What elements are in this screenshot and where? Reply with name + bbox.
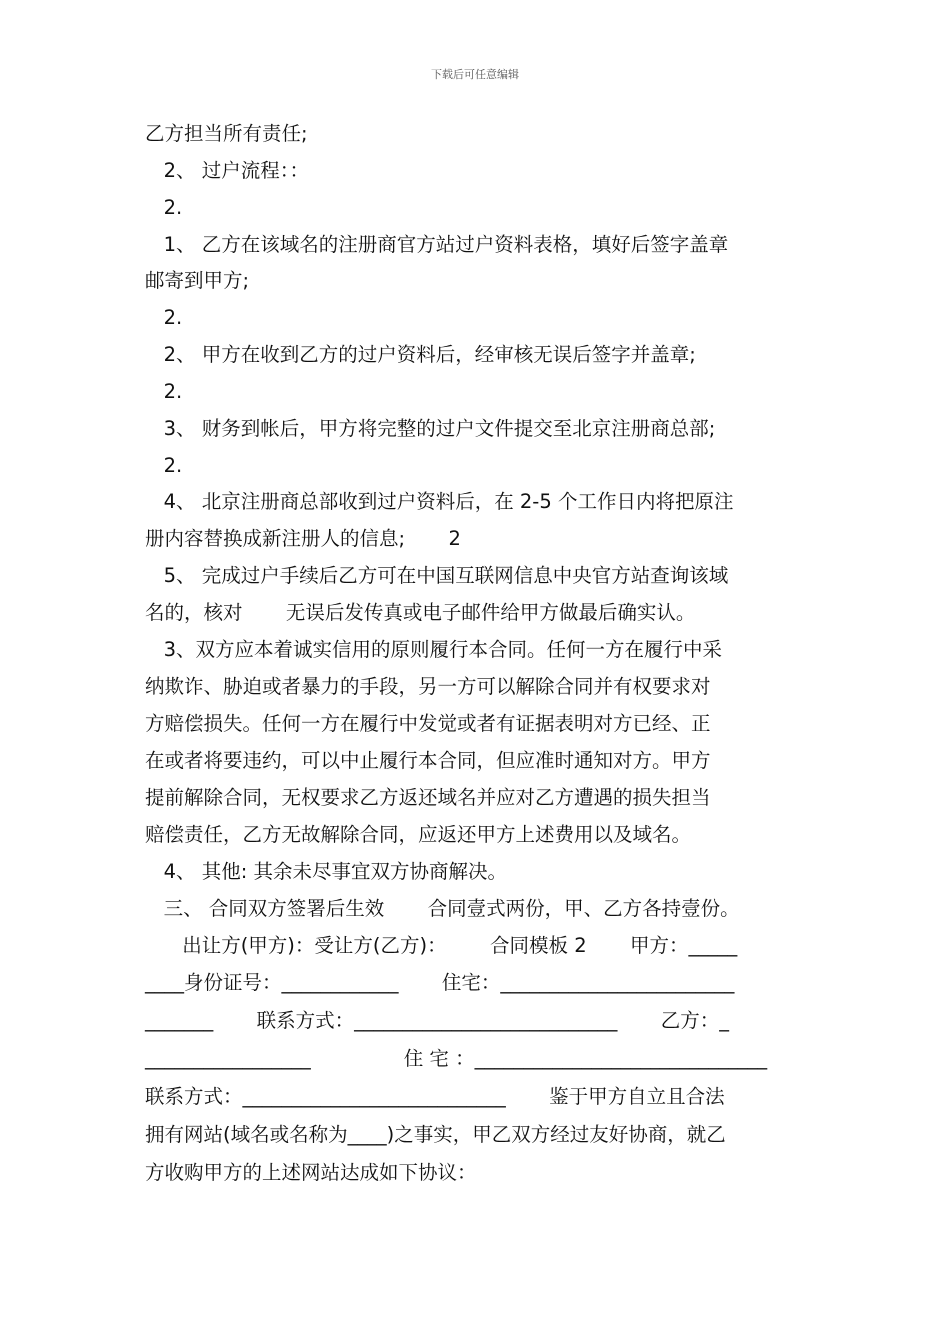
text-line: 名的，核对 无误后发传真或电子邮件给甲方做最后确实认。 — [145, 601, 696, 624]
text-line: 1、 乙方在该域名的注册商官方站过户资料表格，填好后签字盖章 — [145, 233, 729, 256]
text-line: 2. — [145, 306, 183, 329]
text-line: 方赔偿损失。任何一方在履行中发觉或者有证据表明对方已经、正 — [145, 712, 711, 735]
text-line: 邮寄到甲方; — [145, 269, 250, 292]
text-line: 方收购甲方的上述网站达成如下协议： — [145, 1161, 477, 1184]
text-line: 出让方(甲方)：受让方(乙方)： 合同模板 2 甲方：_____ — [145, 934, 738, 957]
text-line: 拥有网站(域名或名称为____)之事实，甲乙双方经过友好协商，就乙 — [145, 1123, 726, 1146]
text-line: 在或者将要违约，可以中止履行本合同，但应准时通知对方。甲方 — [145, 749, 711, 772]
text-line: 4、 北京注册商总部收到过户资料后，在 2-5 个工作日内将把原注 — [145, 490, 734, 513]
text-line: 5、 完成过户手续后乙方可在中国互联网信息中央官方站查询该域 — [145, 564, 729, 587]
text-line: 3、双方应本着诚实信用的原则履行本合同。任何一方在履行中采 — [145, 638, 723, 661]
text-line: 三、 合同双方签署后生效 合同壹式两份，甲、乙方各持壹份。 — [145, 897, 740, 920]
text-line: 提前解除合同，无权要求乙方返还域名并应对乙方遭遇的损失担当 — [145, 786, 711, 809]
text-line: ____身份证号：____________ 住宅：________________________ — [145, 971, 735, 994]
text-line: 2、 甲方在收到乙方的过户资料后，经审核无误后签字并盖章; — [145, 343, 696, 366]
text-line: 4、 其他: 其余未尽事宜双方协商解决。 — [145, 860, 507, 883]
text-line: 3、 财务到帐后，甲方将完整的过户文件提交至北京注册商总部; — [145, 417, 716, 440]
text-line: 联系方式：___________________________ 鉴于甲方自立且合法 — [145, 1085, 725, 1108]
text-line: 2. — [145, 196, 183, 219]
text-line: 2. — [145, 454, 183, 477]
text-line: _______ 联系方式：___________________________ 乙方：_ — [145, 1009, 730, 1032]
text-line: 2. — [145, 380, 183, 403]
text-line: 乙方担当所有责任; — [145, 122, 308, 145]
text-line: 纳欺诈、胁迫或者暴力的手段，另一方可以解除合同并有权要求对 — [145, 675, 711, 698]
text-line: 2、 过户流程：： — [145, 159, 309, 182]
text-line: 册内容替换成新注册人的信息; 2 — [145, 527, 461, 550]
page-header: 下载后可任意编辑 — [431, 68, 519, 81]
text-line: 赔偿责任，乙方无故解除合同，应返还甲方上述费用以及域名。 — [145, 823, 692, 846]
text-line: _________________ 住 宅 ：______________________________ — [145, 1047, 768, 1070]
